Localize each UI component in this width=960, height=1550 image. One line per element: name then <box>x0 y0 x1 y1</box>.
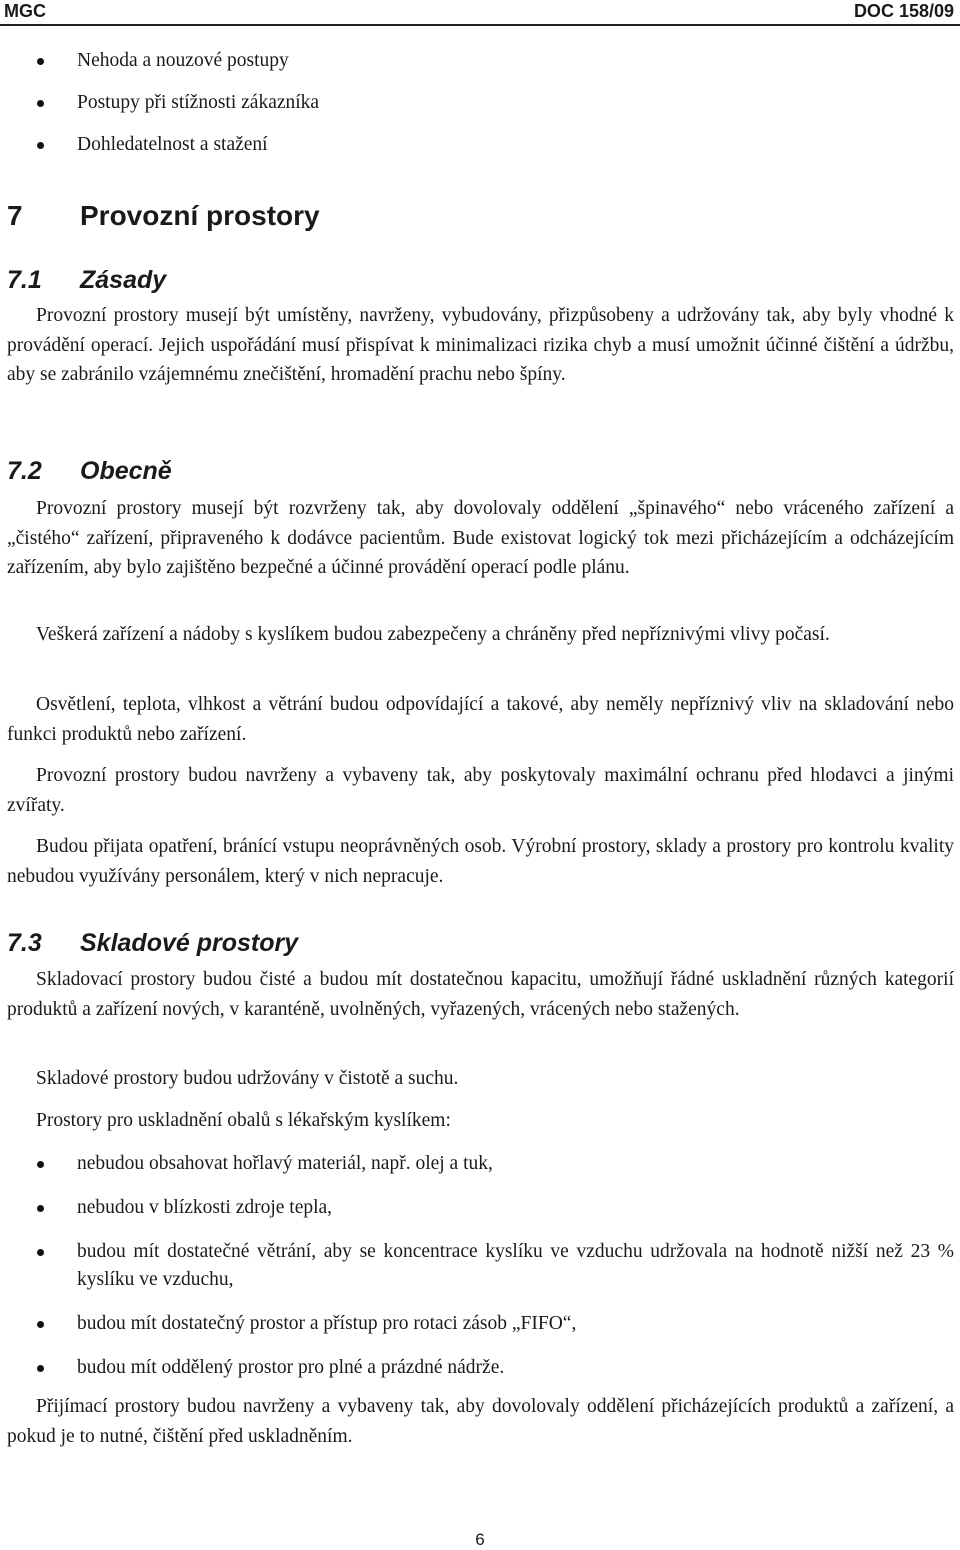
section-7-2-paragraph-3: Osvětlení, teplota, vlhkost a větrání budou odpovídající a takové, aby neměly nepříznivý vliv na skladování nebo funkci produktů nebo zařízení. <box>7 694 954 745</box>
header-doc-org: MGC <box>4 1 46 21</box>
header-doc-number: DOC 158/09 <box>853 1 954 21</box>
list-item: Nehoda a nouzové postupy <box>7 47 954 75</box>
list-item: nebudou v blízkosti zdroje tepla, <box>7 1194 954 1222</box>
section-7-1-paragraph: Provozní prostory musejí být umístěny, navrženy, vybudovány, přizpůsobeny a udržovány tak, aby byly vhodné k provádění operací. Jejich uspořádání musí přispívat k minimalizaci rizika chyb a musí umožnit účinné čištění a údržbu, aby se zabránilo vzájemnému znečištění, hromadění prachu nebo špíny. <box>7 305 954 385</box>
section-7-heading: 7 Provozní prostory <box>7 200 320 231</box>
intro-bullet-list <box>7 47 954 159</box>
bullet-icon <box>37 58 44 65</box>
section-7-3-heading: 7.3 Skladové prostory <box>7 929 299 957</box>
bullet-icon <box>37 1161 44 1168</box>
list-item: budou mít dostatečný prostor a přístup pro rotaci zásob „FIFO“, <box>7 1310 954 1338</box>
section-7-2-paragraph-5: Budou přijata opatření, bránící vstupu neoprávněných osob. Výrobní prostory, sklady a prostory pro kontrolu kvality nebudou využívány personálem, který v nich nepracuje. <box>7 836 954 887</box>
section-7-3-paragraph-3: Prostory pro uskladnění obalů s lékařským kyslíkem: <box>36 1110 451 1131</box>
list-item: budou mít oddělený prostor pro plné a prázdné nádrže. <box>7 1354 954 1382</box>
bullet-icon <box>37 1321 44 1328</box>
page-header <box>0 0 960 26</box>
section-7-3-paragraph-4: Přijímací prostory budou navrženy a vybaveny tak, aby dovolovaly oddělení přicházejících produktů a zařízení, a pokud je to nutné, čištění před uskladněním. <box>7 1396 954 1447</box>
list-item: nebudou obsahovat hořlavý materiál, např. olej a tuk, <box>7 1150 954 1178</box>
page-number: 6 <box>475 1530 485 1549</box>
storage-requirements-list <box>7 1150 954 1382</box>
bullet-icon <box>37 1205 44 1212</box>
bullet-icon <box>37 100 44 107</box>
list-item: Postupy při stížnosti zákazníka <box>7 89 954 117</box>
section-7-2-paragraph-2: Veškerá zařízení a nádoby s kyslíkem budou zabezpečeny a chráněny před nepříznivými vlivy počasí. <box>36 624 830 645</box>
section-7-3-paragraph-2: Skladové prostory budou udržovány v čistotě a suchu. <box>36 1068 459 1089</box>
section-7-2-paragraph-4: Provozní prostory budou navrženy a vybaveny tak, aby poskytovaly maximální ochranu před hlodavci a jinými zvířaty. <box>7 765 954 816</box>
list-item: budou mít dostatečné větrání, aby se koncentrace kyslíku ve vzduchu udržovala na hodnotě nižší než 23 % kyslíku ve vzduchu, <box>7 1238 954 1294</box>
section-7-2-heading: 7.2 Obecně <box>7 457 172 485</box>
section-7-2-paragraph-1: Provozní prostory musejí být rozvrženy tak, aby dovolovaly oddělení „špinavého“ nebo vráceného zařízení a „čistého“ zařízení, připraveného k dodávce pacientům. Bude existovat logický tok mezi přicházejícím a odcházejícím zařízením, aby bylo zajištěno bezpečné a účinné provádění operací podle plánu. <box>7 498 954 578</box>
list-item: Dohledatelnost a stažení <box>7 131 954 159</box>
section-7-3-paragraph-1: Skladovací prostory budou čisté a budou mít dostatečnou kapacitu, umožňují řádné uskladnění různých kategorií produktů a zařízení nových, v karanténě, uvolněných, vyřazených, vrácených nebo stažených. <box>7 969 954 1020</box>
bullet-icon <box>37 1365 44 1372</box>
bullet-icon <box>37 1249 44 1256</box>
bullet-icon <box>37 142 44 149</box>
section-7-1-heading: 7.1 Zásady <box>7 266 167 294</box>
